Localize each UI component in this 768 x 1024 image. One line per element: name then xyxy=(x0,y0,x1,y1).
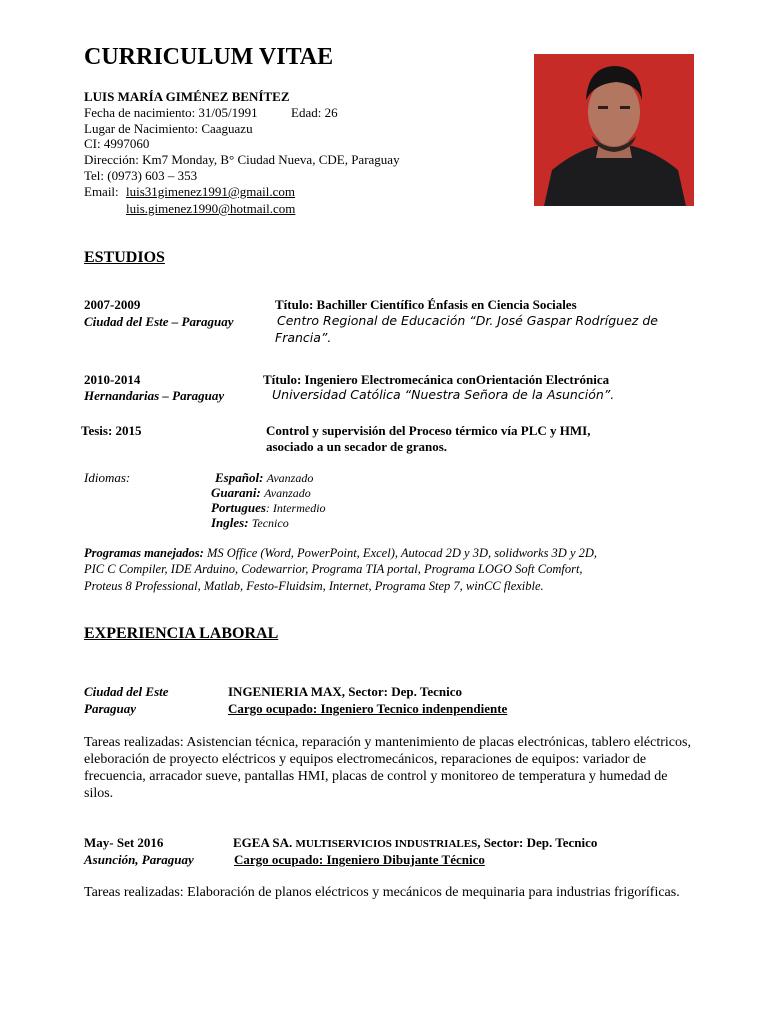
profile-photo xyxy=(534,54,694,206)
study-years-2: 2010-2014 xyxy=(84,372,141,387)
age: Edad: 26 xyxy=(291,105,338,120)
section-heading-estudios: ESTUDIOS xyxy=(84,249,165,266)
section-heading-experiencia: EXPERIENCIA LABORAL xyxy=(84,625,279,642)
person-portrait-icon xyxy=(534,54,694,206)
email-label: Email: xyxy=(84,184,119,199)
study-school-2: Universidad Católica “Nuestra Señora de la Asunción”. xyxy=(272,387,615,402)
language-name: Guarani: xyxy=(211,485,261,500)
study-school-1: Centro Regional de Educación “Dr. José Gaspar Rodríguez de xyxy=(277,313,658,328)
email-link-2[interactable]: luis.gimenez1990@hotmail.com xyxy=(126,201,296,216)
study-title-2: Título: Ingeniero Electromecánica conOrientación Electrónica xyxy=(263,372,610,387)
study-place-1: Ciudad del Este – Paraguay xyxy=(84,314,234,329)
job-location-1: Ciudad del Este xyxy=(84,684,169,699)
page-title: CURRICULUM VITAE xyxy=(84,44,334,70)
language-name: Ingles: xyxy=(211,515,249,530)
programas-line-1 xyxy=(84,545,597,561)
programas-line-2: PIC C Compiler, IDE Arduino, Codewarrior, Programa TIA portal, Programa LOGO Soft Comfort, xyxy=(84,562,583,576)
job-company-2-desc: MULTISERVICIOS INDUSTRIALES xyxy=(295,838,478,850)
job-location-1-country: Paraguay xyxy=(84,701,136,716)
language-level: Avanzado xyxy=(266,471,314,485)
language-level: Tecnico xyxy=(251,516,289,530)
person-name: LUIS MARÍA GIMÉNEZ BENÍTEZ xyxy=(84,89,290,104)
job-company-2-sector: , Sector: Dep. Tecnico xyxy=(477,835,598,850)
phone: Tel: (0973) 603 – 353 xyxy=(84,168,198,183)
language-level: : Intermedio xyxy=(265,501,326,515)
job-cargo-1: Cargo ocupado: Ingeniero Tecnico indenpendiente xyxy=(228,701,508,716)
tesis-line-2: asociado a un secador de granos. xyxy=(266,439,448,454)
language-name: Portugues xyxy=(211,500,266,515)
email-link-1[interactable]: luis31gimenez1991@gmail.com xyxy=(126,184,296,199)
study-years-1: 2007-2009 xyxy=(84,297,141,312)
birthplace: Lugar de Nacimiento: Caaguazu xyxy=(84,121,253,136)
job-cargo-2: Cargo ocupado: Ingeniero Dibujante Técnico xyxy=(234,852,485,867)
language-level: Avanzado xyxy=(264,486,311,500)
tesis-line-1: Control y supervisión del Proceso térmico vía PLC y HMI, xyxy=(266,423,591,438)
birth-date: Fecha de nacimiento: 31/05/1991 xyxy=(84,105,258,120)
job-company-2-name: EGEA SA. xyxy=(233,835,293,850)
idiomas-label: Idiomas: xyxy=(84,470,131,485)
address: Dirección: Km7 Monday, B° Ciudad Nueva, CDE, Paraguay xyxy=(84,152,400,167)
ci-number: CI: 4997060 xyxy=(84,136,150,151)
job-company-1: INGENIERIA MAX, Sector: Dep. Tecnico xyxy=(228,684,462,699)
language-name: Español: xyxy=(215,470,264,485)
job-location-2: Asunción, Paraguay xyxy=(84,852,194,867)
study-school-1-cont: Francia”. xyxy=(275,330,332,345)
job-tareas-2: Tareas realizadas: Elaboración de planos eléctricos y mecánicos de mequinaria para industrias frigoríficas. xyxy=(84,885,680,900)
language-item xyxy=(211,514,289,532)
job-tareas-1: Tareas realizadas: Asistencian técnica, reparación y mantenimiento de placas electrónicas, tablero eléctricos, eleboración de proyecto eléctricos y equipos electromecánicos, reparaciones de equipos: variador de frecuencia, arracador sueve, pantallas HMI, placas de control y monitoreo de temperatura y humedad de silos. xyxy=(84,735,691,801)
study-title-1: Título: Bachiller Científico Énfasis en Ciencia Sociales xyxy=(275,297,577,312)
programas-line-3: Proteus 8 Professional, Matlab, Festo-Fluidsim, Internet, Programa Step 7, winCC flexible. xyxy=(84,579,544,593)
programas-text-1: MS Office (Word, PowerPoint, Excel), Autocad 2D y 3D, solidworks 3D y 2D, xyxy=(206,546,598,560)
job-date-2: May- Set 2016 xyxy=(84,835,164,850)
study-place-2: Hernandarias – Paraguay xyxy=(84,388,225,403)
programas-label: Programas manejados: xyxy=(84,546,204,560)
tesis-label: Tesis: 2015 xyxy=(81,423,142,438)
